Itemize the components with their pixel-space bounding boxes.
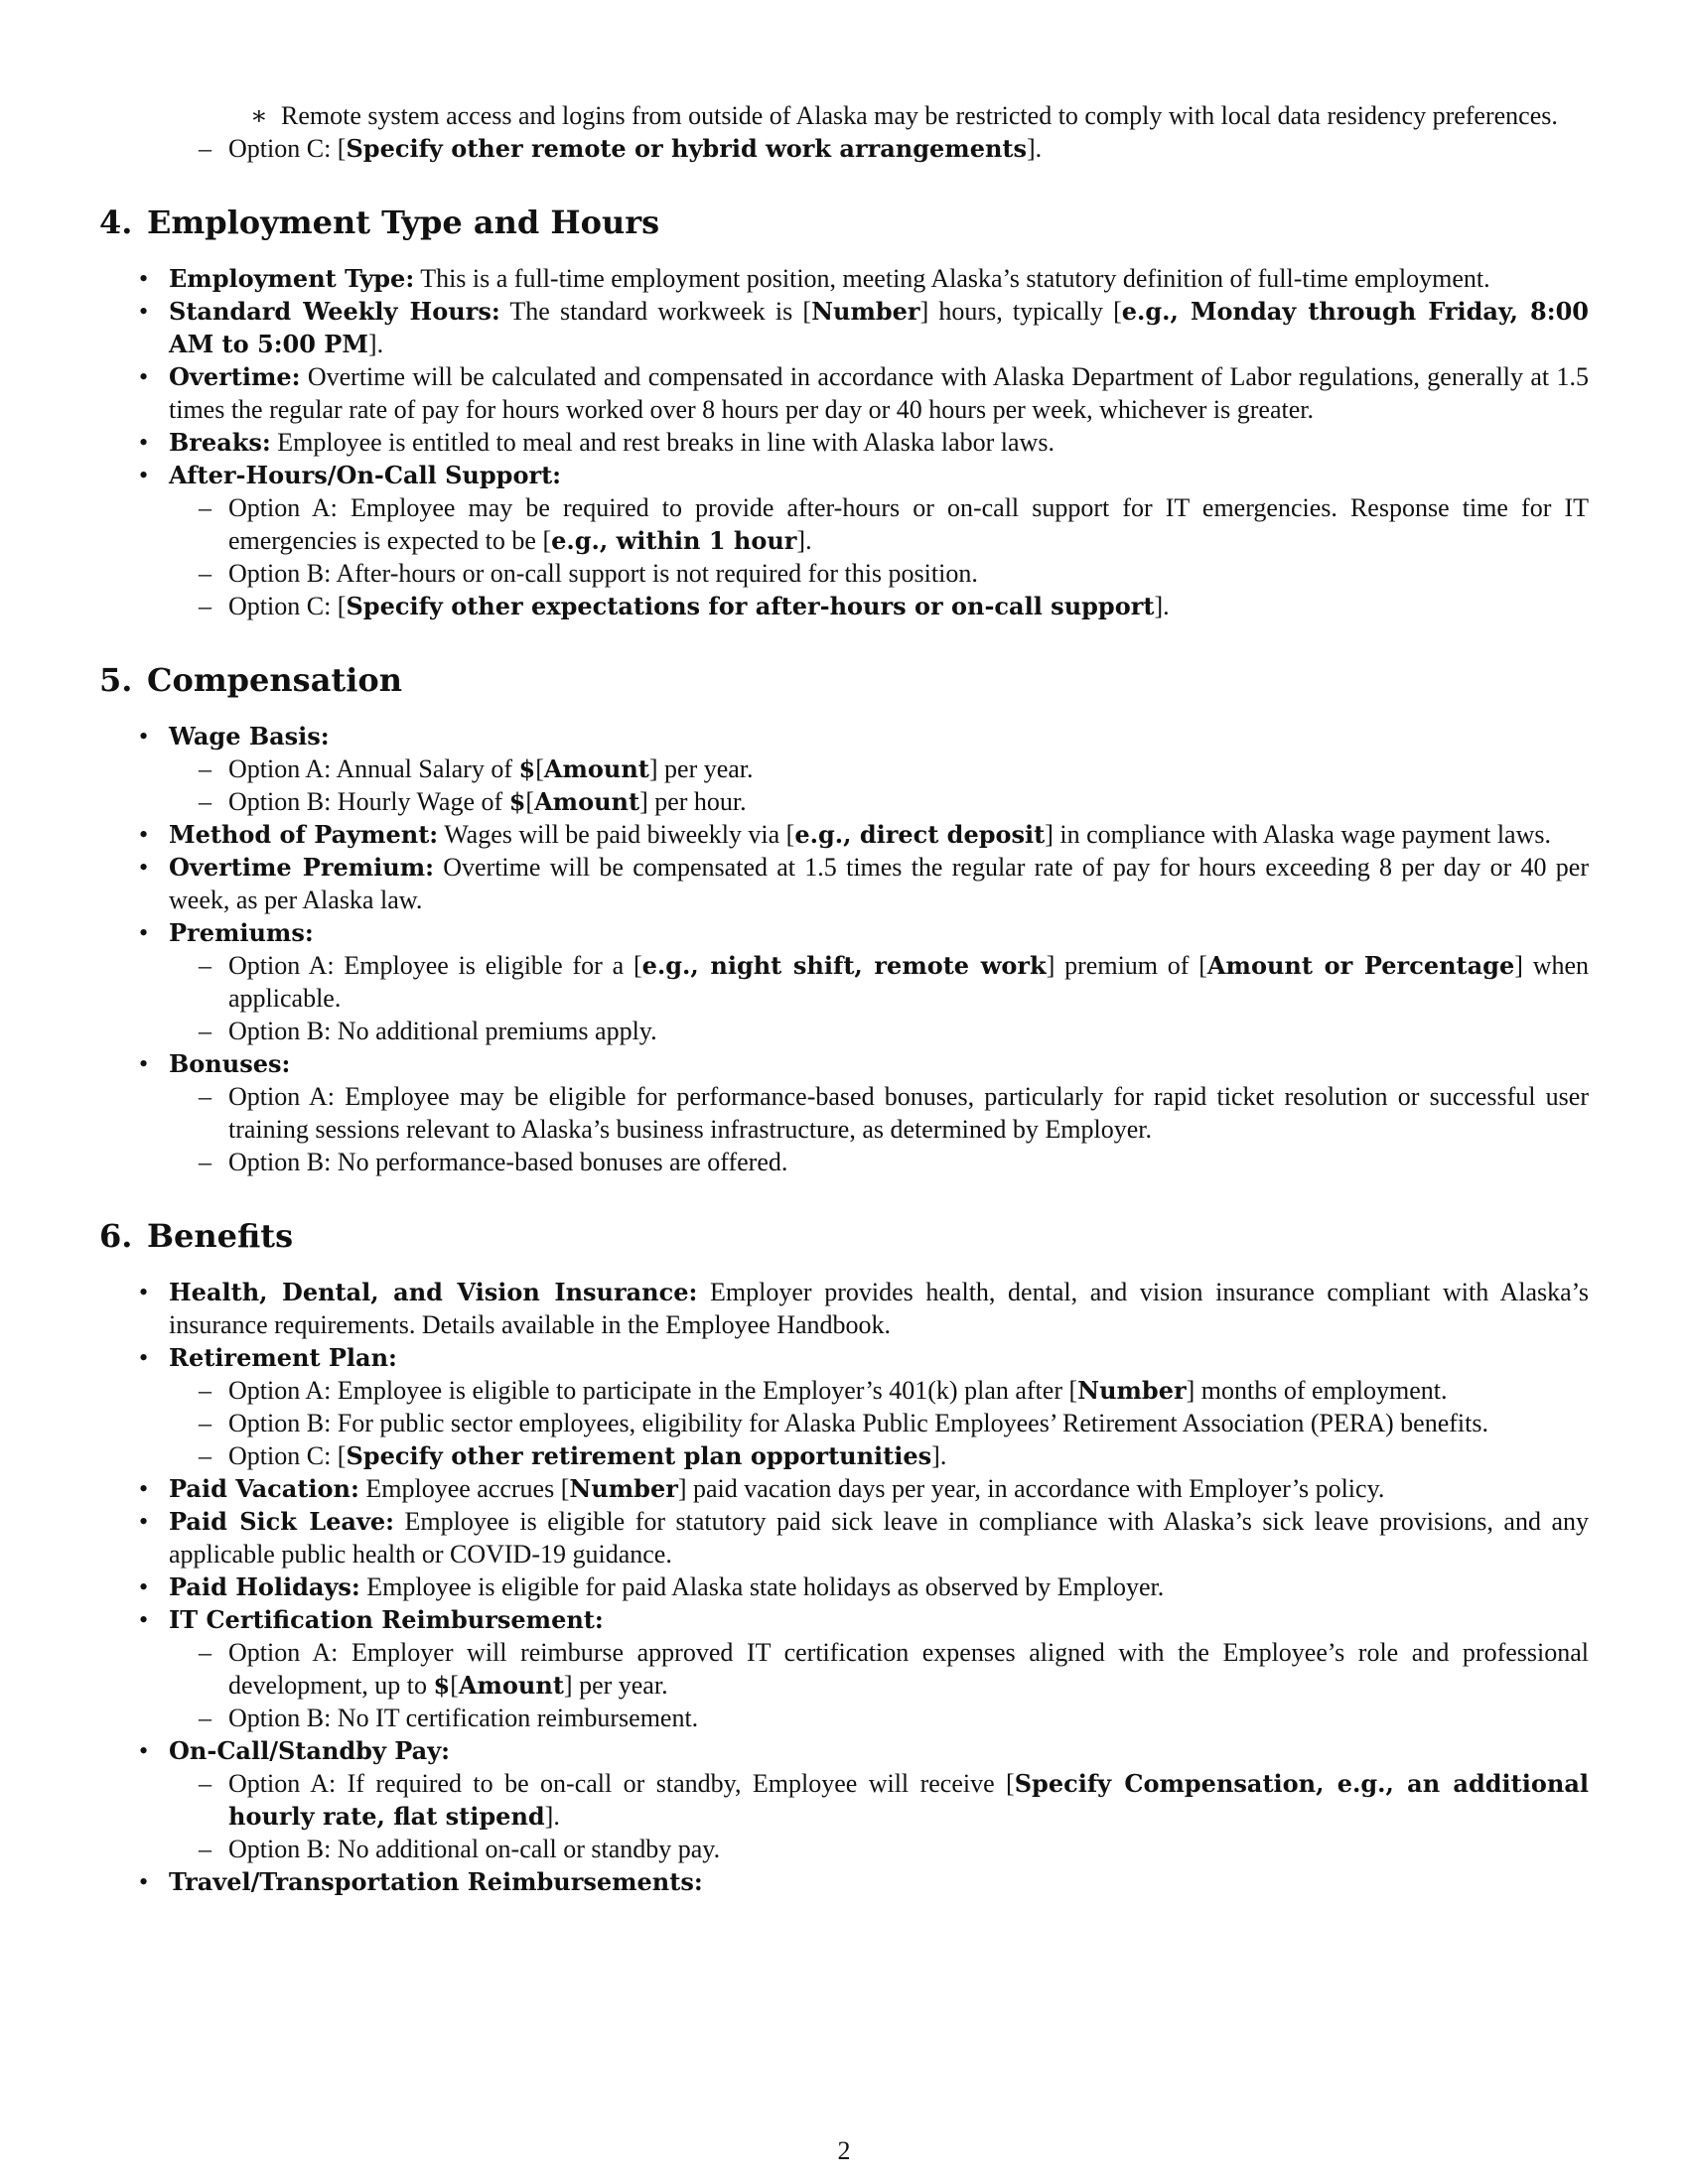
dash-bullet-icon: – (199, 493, 211, 522)
section-4-list (99, 262, 1589, 622)
list-item: • Retirement Plan: (139, 1343, 397, 1372)
bullet-icon: • (139, 297, 149, 326)
dash-bullet-icon: – (199, 1409, 211, 1437)
list-item: – Option A: Employer will reimburse approved IT certification expenses aligned with the Employee’s role and professional development, up to $[Amount] per year. (199, 1638, 1589, 1700)
list-item: • Standard Weekly Hours: The standard workweek is [Number] hours, typically [e.g., Monday through Friday, 8:00 AM to 5:00 PM]. (139, 297, 1589, 358)
list-item: – Option C: [Specify other remote or hybrid work arrangements]. (199, 134, 1043, 163)
bullet-icon: • (139, 1572, 149, 1601)
dash-bullet-icon: – (199, 559, 211, 588)
bullet-icon: • (139, 853, 149, 882)
section-5-list (99, 720, 1589, 1178)
bullet-icon: • (139, 461, 149, 489)
list-item: – Option C: [Specify other expectations for after-hours or on-call support]. (199, 592, 1170, 620)
list-item: • Employment Type: This is a full-time employment position, meeting Alaska’s statutory definition of full-time employment. (139, 264, 1490, 293)
list-item: • Wage Basis: (139, 722, 330, 751)
list-item: ∗ Remote system access and logins from outside of Alaska may be restricted to comply with local data residency preferences. (250, 101, 1558, 130)
bullet-icon: • (139, 264, 149, 293)
bullet-icon: • (139, 820, 149, 849)
section-6-list (99, 1276, 1589, 1898)
list-item: – Option B: Hourly Wage of $[Amount] per hour. (199, 787, 747, 816)
dash-bullet-icon: – (199, 1835, 211, 1863)
bullet-icon: • (139, 1605, 149, 1634)
dash-bullet-icon: – (199, 1148, 211, 1176)
bullet-icon: • (139, 918, 149, 947)
list-item: • Breaks: Employee is entitled to meal and rest breaks in line with Alaska labor laws. (139, 428, 1055, 457)
list-item: – Option B: No IT certification reimbursement. (199, 1704, 699, 1732)
dash-bullet-icon: – (199, 592, 211, 620)
bullet-icon: • (139, 1507, 149, 1536)
document-page (99, 99, 1589, 1898)
dash-bullet-icon: – (199, 787, 211, 816)
bullet-icon: • (139, 362, 149, 391)
list-item: – Option B: After-hours or on-call support is not required for this position. (199, 559, 978, 588)
asterisk-bullet-icon: ∗ (250, 101, 268, 130)
bullet-icon: • (139, 1278, 149, 1306)
section-heading: 6. Benefits (99, 1217, 294, 1255)
dash-bullet-icon: – (199, 1769, 211, 1798)
list-item: – Option A: Employee is eligible to participate in the Employer’s 401(k) plan after [Number] months of employment. (199, 1376, 1448, 1405)
page-number: 2 (837, 2136, 851, 2165)
list-item: • Paid Vacation: Employee accrues [Number] paid vacation days per year, in accordance with Employer’s policy. (139, 1474, 1385, 1503)
list-item: • IT Certification Reimbursement: (139, 1605, 604, 1634)
list-item: • On-Call/Standby Pay: (139, 1736, 451, 1765)
dash-bullet-icon: – (199, 1082, 211, 1111)
bullet-icon: • (139, 1474, 149, 1503)
list-item: – Option B: No performance-based bonuses are offered. (199, 1148, 788, 1176)
list-item: – Option B: No additional on-call or standby pay. (199, 1835, 721, 1863)
dash-bullet-icon: – (199, 1704, 211, 1732)
remote-work-options-continued (99, 99, 1589, 165)
list-item: • Health, Dental, and Vision Insurance: Employer provides health, dental, and vision insurance compliant with Alaska’s insurance requirements. Details available in the Employee Handbook. (139, 1278, 1589, 1339)
list-item: • Overtime: Overtime will be calculated and compensated in accordance with Alaska Department of Labor regulations, generally at 1.5 times the regular rate of pay for hours worked over 8 hours per day or 40 hours per week, whichever is greater. (139, 362, 1589, 424)
list-item: • Method of Payment: Wages will be paid biweekly via [e.g., direct deposit] in compliance with Alaska wage payment laws. (139, 820, 1551, 849)
dash-bullet-icon: – (199, 1376, 211, 1405)
bullet-icon: • (139, 1736, 149, 1765)
list-item: • Travel/Transportation Reimbursements: (139, 1867, 703, 1896)
list-item: • After-Hours/On-Call Support: (139, 461, 562, 489)
dash-bullet-icon: – (199, 951, 211, 980)
dash-bullet-icon: – (199, 754, 211, 783)
list-item: – Option A: Employee may be eligible for performance-based bonuses, particularly for rapid ticket resolution or successful user training sessions relevant to Alaska’s business infrastructure, as determined by Employer. (199, 1082, 1589, 1144)
list-item: – Option B: For public sector employees, eligibility for Alaska Public Employees’ Retirement Association (PERA) benefits. (199, 1409, 1488, 1437)
dash-bullet-icon: – (199, 134, 211, 163)
list-item: – Option C: [Specify other retirement plan opportunities]. (199, 1441, 947, 1470)
list-item: – Option A: Employee may be required to provide after-hours or on-call support for IT emergencies. Response time for IT emergencies is expected to be [e.g., within 1 hour]. (199, 493, 1589, 555)
list-item: – Option A: Employee is eligible for a [e.g., night shift, remote work] premium of [Amount or Percentage] when applicable. (199, 951, 1590, 1013)
list-item: • Premiums: (139, 918, 314, 947)
bullet-icon: • (139, 428, 149, 457)
list-item: – Option A: If required to be on-call or standby, Employee will receive [Specify Compensation, e.g., an additional hourly rate, flat stipend]. (199, 1769, 1589, 1831)
dash-bullet-icon: – (199, 1441, 211, 1470)
section-heading: 5. Compensation (99, 661, 402, 699)
section-heading: 4. Employment Type and Hours (99, 204, 660, 241)
list-item: • Bonuses: (139, 1049, 291, 1078)
list-item: • Overtime Premium: Overtime will be compensated at 1.5 times the regular rate of pay for hours exceeding 8 per day or 40 per week, as per Alaska law. (139, 853, 1589, 914)
list-item: – Option A: Annual Salary of $[Amount] per year. (199, 754, 754, 783)
list-item: • Paid Holidays: Employee is eligible for paid Alaska state holidays as observed by Employer. (139, 1572, 1165, 1601)
bullet-icon: • (139, 722, 149, 751)
bullet-icon: • (139, 1867, 149, 1896)
list-item: – Option B: No additional premiums apply. (199, 1017, 657, 1045)
bullet-icon: • (139, 1343, 149, 1372)
list-item: • Paid Sick Leave: Employee is eligible for statutory paid sick leave in compliance with Alaska’s sick leave provisions, and any applicable public health or COVID-19 guidance. (139, 1507, 1589, 1569)
dash-bullet-icon: – (199, 1638, 211, 1667)
dash-bullet-icon: – (199, 1017, 211, 1045)
bullet-icon: • (139, 1049, 149, 1078)
